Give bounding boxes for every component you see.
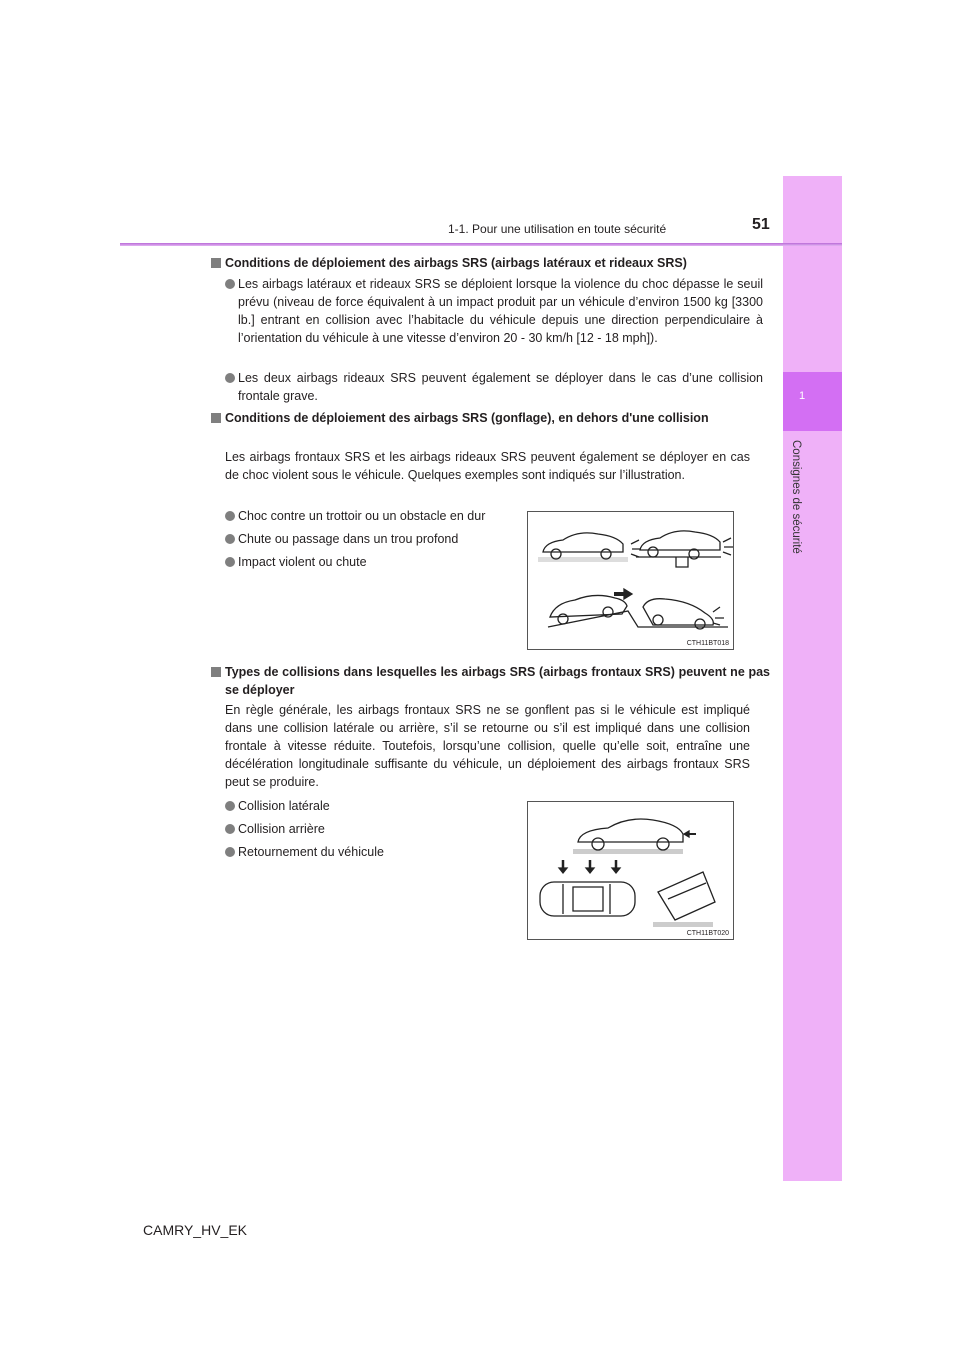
bullet-icon xyxy=(225,801,235,811)
figure-code: CTH11BT018 xyxy=(686,640,729,647)
bullet-text: Les deux airbags rideaux SRS peuvent également se déployer dans le cas d’une collision frontale grave. xyxy=(238,371,763,403)
bullet-icon xyxy=(225,534,235,544)
chapter-tab xyxy=(783,372,842,431)
bullet-item xyxy=(225,820,518,838)
section-heading: Types de collisions dans lesquelles les airbags SRS (airbags frontaux SRS) peuvent ne pas se déployer xyxy=(210,663,770,699)
bullet-text: Collision arrière xyxy=(238,822,325,836)
bullet-text: Choc contre un trottoir ou un obstacle en dur xyxy=(238,509,486,523)
car-impact-illustration xyxy=(528,512,733,649)
section-paragraph: En règle générale, les airbags frontaux SRS ne se gonflent pas si le véhicule est impliqué dans une collision latérale ou arrière, s’il se retourne ou s’il est impliqué dans une collision frontale à vitesse réduite. Toutefois, lorsqu’une collision, quelle qu’elle soit, entraîne une décélération longitudinale suffisante du véhicule, un déploiement des airbags frontaux SRS peut se produire. xyxy=(225,703,750,789)
section-heading: Conditions de déploiement des airbags SRS (airbags latéraux et rideaux SRS) xyxy=(210,254,770,272)
bullet-item xyxy=(225,530,518,548)
bullet-icon xyxy=(225,279,235,289)
bullet-icon xyxy=(225,824,235,834)
chapter-number: 1 xyxy=(799,390,806,402)
bullet-text: Chute ou passage dans un trou profond xyxy=(238,532,459,546)
chapter-sidebar xyxy=(783,176,842,1181)
bullet-text: Les airbags latéraux et rideaux SRS se déploient lorsque la violence du choc dépasse le seuil prévu (niveau de force équivalent à un impact produit par un véhicule d’environ 1500 kg [3300 lb.] entrant en collision avec l’habitacle du véhicule depuis une direction perpendiculaire à l’orientation du véhicule à une vitesse d’environ 20 - 30 km/h [12 - 18 mph]). xyxy=(238,277,763,345)
bullet-icon xyxy=(225,557,235,567)
bullet-item xyxy=(225,553,518,571)
figure-code: CTH11BT020 xyxy=(686,930,729,937)
bullet-text: Collision latérale xyxy=(238,799,330,813)
page-number: 51 xyxy=(752,216,770,233)
model-code: CAMRY_HV_EK xyxy=(143,1222,248,1238)
header-divider xyxy=(120,243,842,246)
bullet-icon xyxy=(225,847,235,857)
bullet-item xyxy=(225,843,518,861)
illustration-underbody-impact xyxy=(527,511,734,650)
bullet-text: Retournement du véhicule xyxy=(238,845,384,859)
section-heading: Conditions de déploiement des airbags SRS (gonflage), en dehors d'une collision xyxy=(210,409,770,427)
bullet-item xyxy=(225,507,518,525)
section-title: 1-1. Pour une utilisation en toute sécurité xyxy=(448,222,667,236)
bullet-item xyxy=(225,275,763,347)
bullet-icon xyxy=(225,511,235,521)
bullet-item xyxy=(225,369,763,405)
illustration-collision-types xyxy=(527,801,734,940)
bullet-icon xyxy=(225,373,235,383)
bullet-text: Impact violent ou chute xyxy=(238,555,367,569)
section-paragraph: Les airbags frontaux SRS et les airbags rideaux SRS peuvent également se déployer en cas de choc violent sous le véhicule. Quelques exemples sont indiqués sur l’illustration. xyxy=(225,450,750,482)
collision-types-illustration xyxy=(528,802,733,939)
chapter-label: Consignes de sécurité xyxy=(790,440,802,554)
bullet-item xyxy=(225,797,518,815)
